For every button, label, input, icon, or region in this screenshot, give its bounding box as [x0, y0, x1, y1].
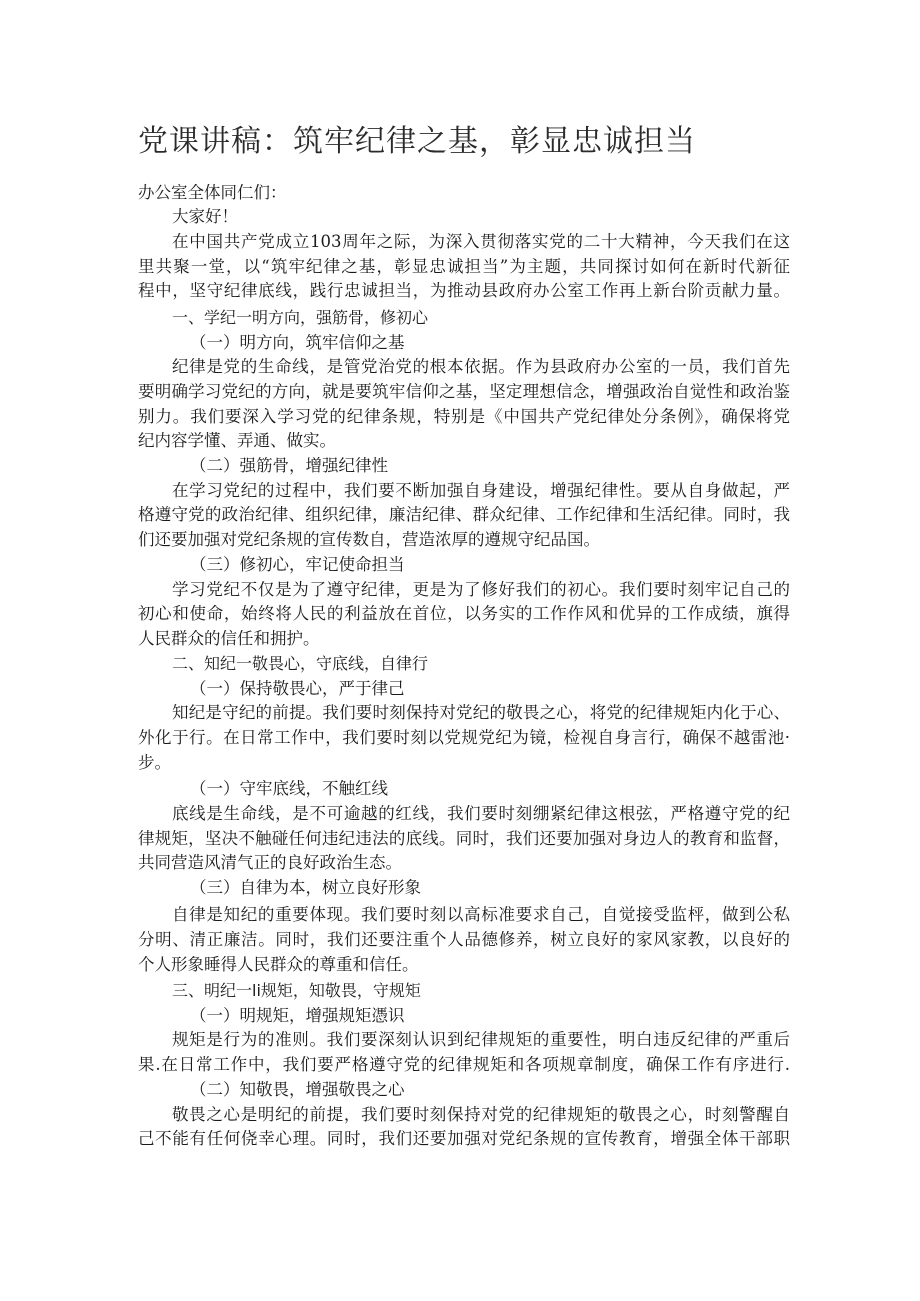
- paragraph-line: 外化于行。在日常工作中，我们要时刻以党规党纪为镜，检视自身言行，确保不越雷池·: [138, 728, 790, 747]
- paragraph-line: 学习党纪不仅是为了遵守纪律，更是为了修好我们的初心。我们要时刻牢记自己的: [172, 580, 790, 599]
- paragraph-line: 底线是生命线，是不可逾越的红线，我们要时刻绷紧纪律这根弦，严格遵守党的纪: [172, 804, 790, 823]
- paragraph-line: 纪律是党的生命线，是管党治党的根本依据。作为县政府办公室的一员，我们首先: [172, 357, 790, 376]
- paragraph-line: 敬畏之心是明纪的前提，我们要时刻保持对党的纪律规矩的敬畏之心，时刻警醒自: [172, 1105, 790, 1124]
- section-heading-1: 一、学纪一明方向，强筋骨，修初心: [172, 308, 429, 327]
- paragraph-line: 要明确学习党纪的方向，就是要筑牢信仰之基，坚定理想信念，增强政治自觉性和政治鉴: [138, 382, 790, 401]
- paragraph-line: 规矩是行为的准则。我们要深刻认识到纪律规矩的重要性，明白违反纪律的严重后: [172, 1030, 790, 1049]
- paragraph-line: 律规矩，坚决不触碰任何违纪违法的底线。同时，我们还要加强对身边人的教育和监督，: [138, 829, 790, 848]
- subheading: （一）保持敬畏心，严于律己: [190, 679, 405, 698]
- subheading: （二）强筋骨，增强纪律性: [190, 456, 388, 475]
- paragraph-line: 纪内容学懂、弄通、做实。: [138, 431, 336, 450]
- paragraph-line: 初心和使命，始终将人民的利益放在首位，以务实的工作作风和优异的工作成绩，旗得: [138, 604, 790, 623]
- paragraph-line: 共同营造风清气正的良好政治生态。: [138, 853, 402, 872]
- subheading: （一）明方向，筑牢信仰之基: [190, 333, 405, 352]
- salutation: 办公室全体同仁们：: [138, 183, 287, 202]
- subheading: （三）修初心，牢记使命担当: [190, 555, 405, 574]
- paragraph-line: 别力。我们要深入学习党的纪律条规，特别是《中国共产党纪律处分条例》，确保将党: [138, 407, 790, 426]
- paragraph-line: 程中，坚守纪律底线，践行忠诚担当，为推动县政府办公室工作再上新台阶贡献力量。: [138, 281, 790, 300]
- section-heading-2: 二、知纪一敬畏心，守底线，自律行: [172, 654, 429, 673]
- paragraph-line: 人民群众的信任和拥护。: [138, 629, 320, 648]
- paragraph-line: 在学习党纪的过程中，我们要不断加强自身建设，增强纪律性。要从自身做起，严: [172, 481, 790, 500]
- paragraph-line: 在中国共产党成立103周年之际，为深入贯彻落实党的二十大精神，今天我们在这: [172, 232, 790, 251]
- subheading: （一）守牢底线，不触红线: [190, 779, 388, 798]
- paragraph-line: 己不能有任何侥幸心理。同时，我们还要加强对党纪条规的宣传教育，增强全体干部职: [138, 1129, 790, 1148]
- paragraph-line: 果.在日常工作中，我们要严格遵守党的纪律规矩和各项规章制度，确保工作有序进行.: [138, 1055, 790, 1074]
- document-title: 党课讲稿：筑牢纪律之基，彰显忠诚担当: [138, 124, 696, 159]
- paragraph-line: 格遵守党的政治纪律、组织纪律，廉洁纪律、群众纪律、工作纪律和生活纪律。同时，我: [138, 505, 790, 524]
- paragraph-line: 个人形象睡得人民群众的尊重和信任。: [138, 955, 419, 974]
- paragraph-line: 知纪是守纪的前提。我们要时刻保持对党纪的敬畏之心，将党的纪律规矩内化于心、: [172, 703, 790, 722]
- subheading: （一）明规矩，增强规矩憑识: [190, 1006, 405, 1025]
- section-heading-3: 三、明纪一li规矩，知敬畏，守规矩: [172, 981, 421, 1000]
- paragraph-line: 分明、清正廉洁。同时，我们还要注重个人品德修养，树立良好的家风家教，以良好的: [138, 930, 790, 949]
- subheading: （三）自律为本，树立良好形象: [190, 878, 421, 897]
- paragraph-line: 们还要加强对党纪条规的宣传数自，营造浓厚的遵规守纪品国。: [138, 530, 600, 549]
- paragraph-line: 步。: [138, 753, 171, 772]
- paragraph-line: 里共聚一堂，以“筑牢纪律之基，彰显忠诚担当”为主题，共同探讨如何在新时代新征: [138, 257, 790, 276]
- paragraph-line: 自律是知纪的重要体现。我们要时刻以高标准要求自己，自觉接受监枰，做到公私: [172, 905, 790, 924]
- greeting: 大家好！: [172, 207, 238, 226]
- subheading: （二）知敬畏，增强敬畏之心: [190, 1080, 405, 1099]
